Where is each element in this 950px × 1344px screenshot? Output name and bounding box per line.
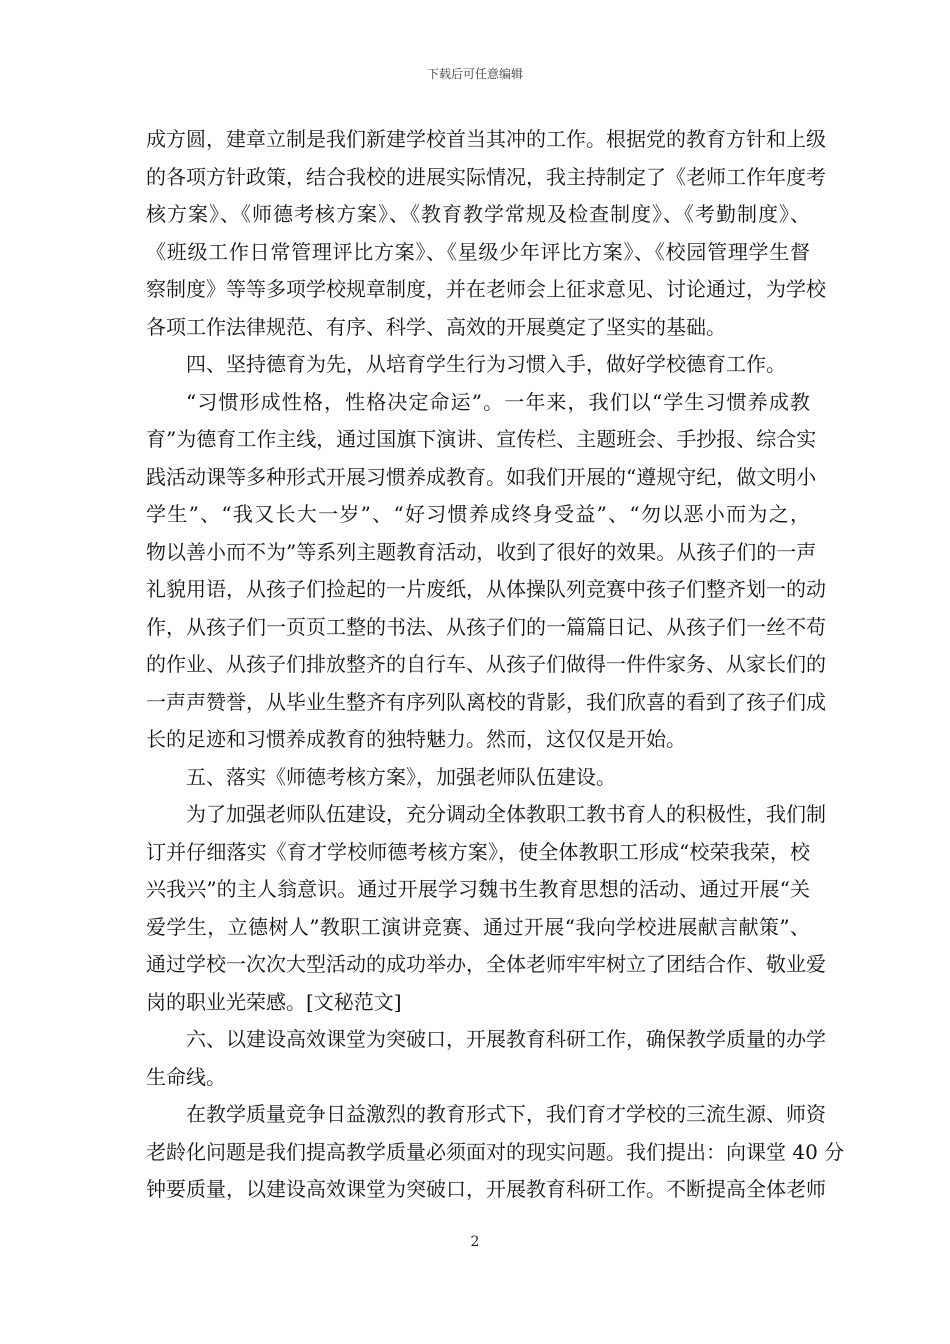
document-body (146, 121, 845, 1209)
text-line: 的作业、从孩子们排放整齐的自行车、从孩子们做得一件件家务、从家长们的 (146, 652, 826, 676)
text-line: 育”为德育工作主线，通过国旗下演讲、宣传栏、主题班会、手抄报、综合实 (146, 427, 817, 451)
page-header: 下载后可任意编辑 (426, 67, 523, 81)
text-line: 四、坚持德育为先，从培育学生行为习惯入手，做好学校德育工作。 (186, 352, 786, 376)
text-line: 五、落实《师德考核方案》，加强老师队伍建设。 (186, 764, 616, 789)
text-line: 生命线。 (146, 1064, 226, 1089)
text-line: 践活动课等多种形式开展习惯养成教育。如我们开展的“遵规守纪，做文明小 (146, 464, 817, 489)
text-line: 物以善小而不为”等系列主题教育活动，收到了很好的效果。从孩子们的一声 (146, 539, 817, 564)
text-line: 通过学校一次次大型活动的成功举办，全体老师牢牢树立了团结合作、敬业爱 (146, 952, 826, 976)
text-line: “习惯形成性格，性格决定命运”。一年来，我们以“学生习惯养成教 (186, 389, 810, 414)
text-line: 为了加强老师队伍建设，充分调动全体教职工教书育人的积极性，我们制 (186, 802, 826, 826)
text-line: 在教学质量竞争日益激烈的教育形式下，我们育才学校的三流生源、师资 (186, 1102, 826, 1126)
text-line: 的各项方针政策，结合我校的进展实际情况，我主持制定了《老师工作年度考 (146, 164, 826, 189)
text-line: 钟要质量，以建设高效课堂为突破口，开展教育科研工作。不断提高全体老师 (146, 1177, 826, 1201)
text-line: 《班级工作日常管理评比方案》、《星级少年评比方案》、《校园管理学生督 (146, 239, 810, 264)
text-line: 察制度》等等多项学校规章制度，并在老师会上征求意见、讨论通过，为学校 (146, 277, 826, 301)
text-line: 老龄化问题是我们提高教学质量必须面对的现实问题。我们提出：向课堂 40 分 (146, 1139, 845, 1164)
text-line: 核方案》、《师德考核方案》、《教育教学常规及检查制度》、《考勤制度》、 (146, 202, 810, 226)
text-line: 订并仔细落实《育才学校师德考核方案》，使全体教职工形成“校荣我荣，校 (146, 839, 810, 864)
text-line: 礼貌用语，从孩子们捡起的一片废纸，从体操队列竞赛中孩子们整齐划一的动 (146, 577, 826, 601)
text-line: 爱学生，立德树人”教职工演讲竞赛、通过开展“我向学校进展献言献策”、 (146, 914, 810, 939)
text-line: 学生”、“我又长大一岁”、“好习惯养成终身受益”、“勿以恶小而为之， (146, 502, 810, 526)
text-line: 成方圆，建章立制是我们新建学校首当其冲的工作。根据党的教育方针和上级 (146, 127, 826, 151)
text-line: 作，从孩子们一页页工整的书法、从孩子们的一篇篇日记、从孩子们一丝不苟 (146, 614, 826, 639)
text-line: 六、以建设高效课堂为突破口，开展教育科研工作，确保教学质量的办学 (186, 1027, 826, 1051)
text-line: 岗的职业光荣感。[文秘范文] (146, 989, 402, 1014)
page-number: 2 (470, 1234, 480, 1250)
text-line: 兴我兴”的主人翁意识。通过开展学习魏书生教育思想的活动、通过开展“关 (146, 877, 810, 901)
text-line: 一声声赞誉，从毕业生整齐有序列队离校的背影，我们欣喜的看到了孩子们成 (146, 689, 826, 714)
text-line: 长的足迹和习惯养成教育的独特魅力。然而，这仅仅是开始。 (146, 727, 686, 751)
text-line: 各项工作法律规范、有序、科学、高效的开展奠定了坚实的基础。 (146, 314, 726, 339)
